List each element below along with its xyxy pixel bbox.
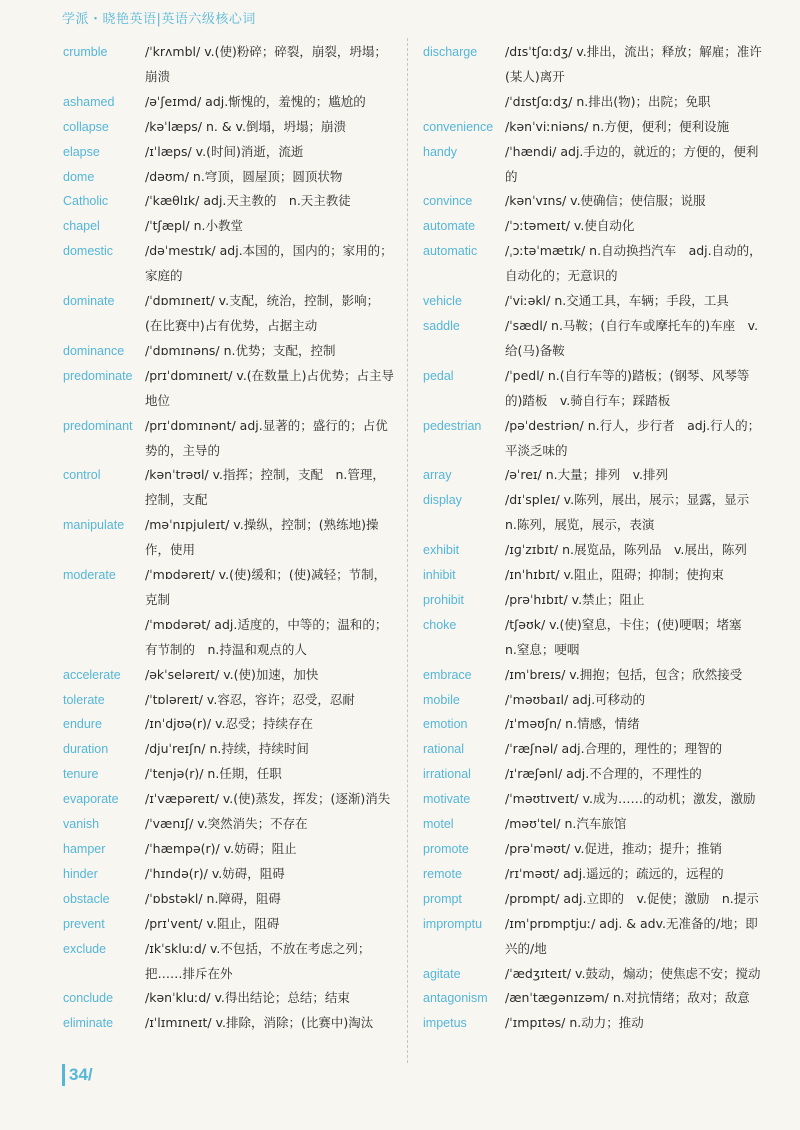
definition: /ɪˈvæpəreɪt/ v.(使)蒸发，挥发；(逐渐)消失: [145, 791, 391, 807]
headword: dominance: [63, 343, 125, 358]
definition: /dɪsˈtʃɑːdʒ/ v.排出，流出；释放；解雇；准许(某人)离开: [505, 44, 762, 84]
definition: /tʃəʊk/ v.(使)窒息，卡住；(使)哽咽；堵塞 n.窒息；哽咽: [505, 616, 755, 657]
vocab-entry: [423, 364, 763, 414]
vocab-entry: [423, 887, 763, 912]
vocab-entry: [423, 613, 763, 663]
vocab-entry: [423, 962, 763, 987]
headword: crumble: [63, 45, 108, 59]
vocab-entry: [423, 289, 763, 314]
vocab-entry: [423, 90, 763, 115]
definition: /kəˈlæps/ n. & v.倒塌，坍塌；崩溃: [145, 118, 346, 134]
vocab-entry: [63, 613, 403, 663]
vocab-entry: [423, 140, 763, 190]
headword: tolerate: [63, 692, 105, 707]
definition: /prəˈməʊt/ v.促进，推动；提升；推销: [505, 841, 722, 856]
vocab-entry: [63, 364, 403, 414]
vocab-entry: [423, 488, 763, 538]
definition: /məˈnɪpjuleɪt/ v.操纵，控制；(熟练地)操作，使用: [145, 517, 379, 558]
definition: /kənˈkluːd/ v.得出结论；总结；结束: [145, 990, 350, 1006]
vocab-entry: [63, 90, 403, 115]
vocab-entry: [63, 214, 403, 239]
vocab-entry: [423, 239, 763, 289]
vocab-entry: [423, 712, 763, 737]
definition: /prəˈhɪbɪt/ v.禁止；阻止: [505, 591, 645, 607]
definition: /kənˈtrəʊl/ v.指挥；控制，支配 n.管理，控制，支配: [145, 467, 385, 508]
vocab-entry: [423, 414, 763, 464]
definition: /ˈhændi/ adj.手边的，就近的；方便的，便利的: [505, 143, 759, 184]
vocab-entry: [63, 937, 403, 987]
definition: /ɪmˈprɒmptjuː/ adj. & adv.无准备的/地；即兴的/地: [505, 915, 758, 956]
vocab-entry: [63, 239, 403, 289]
vocab-entry: [423, 1011, 763, 1036]
definition: /ˈviːəkl/ n.交通工具，车辆；手段，工具: [505, 293, 729, 309]
vocab-entry: [63, 40, 403, 90]
headword: promote: [423, 842, 469, 856]
headword: exhibit: [423, 543, 460, 558]
vocab-entry: [423, 189, 763, 214]
definition: /ˈsædl/ n.马鞍；(自行车或摩托车的)车座 v.给(马)备鞍: [505, 317, 759, 358]
headword: discharge: [423, 45, 478, 59]
headword: Catholic: [63, 194, 109, 209]
headword: convenience: [423, 119, 494, 134]
right-column: [423, 40, 763, 1036]
definition: /ˈræʃnəl/ adj.合理的，理性的；理智的: [505, 741, 723, 757]
headword: tenure: [63, 767, 99, 782]
definition: /ˈædʒɪteɪt/ v.鼓动，煽动；使焦虑不安；搅动: [505, 965, 761, 981]
vocab-entry: [423, 115, 763, 140]
page-header: 学派・晓艳英语|英语六级核心词: [62, 12, 256, 27]
vocab-entry: [63, 165, 403, 190]
headword: choke: [423, 617, 457, 632]
vocab-entry: [63, 663, 403, 688]
headword: control: [63, 468, 101, 483]
definition: /ˈmɒdərət/ adj.适度的，中等的；温和的；有节制的 n.持温和观点的人: [145, 616, 388, 657]
headword: handy: [423, 144, 458, 159]
definition: /ɪˈlɪmɪneɪt/ v.排除，消除；(比赛中)淘汰: [145, 1015, 374, 1031]
headword: saddle: [423, 318, 460, 333]
headword: mobile: [423, 692, 460, 707]
headword: automatic: [423, 244, 478, 259]
headword: endure: [63, 717, 102, 732]
headword: display: [423, 493, 462, 508]
definition: /ɪnˈhɪbɪt/ v.阻止，阻碍；抑制；使拘束: [505, 567, 724, 583]
definition: /prɒmpt/ adj.立即的 v.促使；激励 n.提示: [505, 890, 759, 906]
vocab-entry: [423, 912, 763, 962]
vocab-entry: [63, 1011, 403, 1036]
headword: collapse: [63, 119, 109, 134]
vocab-entry: [63, 463, 403, 513]
definition: /ˈɒbstəkl/ n.障碍，阻碍: [145, 890, 281, 906]
definition: /ˈvænɪʃ/ v.突然消失；不存在: [145, 816, 308, 832]
vocab-entry: [423, 837, 763, 862]
vocab-entry: [63, 688, 403, 713]
definition: /məʊˈtel/ n.汽车旅馆: [505, 816, 627, 832]
definition: /kənˈviːniəns/ n.方便，便利；便利设施: [505, 118, 730, 134]
headword: automate: [423, 219, 476, 234]
headword: prohibit: [423, 592, 464, 607]
definition: /ɪkˈskluːd/ v.不包括，不放在考虑之列；把……排斥在外: [145, 940, 371, 981]
headword: exclude: [63, 941, 107, 956]
definition: /ɪˈməʊʃn/ n.情感，情绪: [505, 716, 640, 732]
vocab-entry: [63, 289, 403, 339]
headword: motivate: [423, 792, 471, 807]
definition: /ˈhæmpə(r)/ v.妨碍；阻止: [145, 841, 297, 856]
headword: impromptu: [423, 916, 483, 931]
vocab-entry: [63, 887, 403, 912]
headword: vehicle: [423, 294, 462, 309]
vocab-entry: [63, 414, 403, 464]
page-number: 34/: [62, 1064, 93, 1086]
vocab-entry: [63, 862, 403, 887]
headword: impetus: [423, 1016, 467, 1031]
definition: /dɪˈspleɪ/ v.陈列，展出，展示；显露，显示 n.陈列，展览，展示，表演: [505, 492, 762, 533]
headword: prevent: [63, 916, 105, 931]
definition: /əˈʃeɪmd/ adj.惭愧的，羞愧的；尴尬的: [145, 93, 366, 109]
definition: /prɪˈdɒmɪneɪt/ v.(在数量上)占优势；占主导地位: [145, 367, 395, 408]
vocab-entry: [423, 812, 763, 837]
headword: irrational: [423, 767, 471, 782]
vocab-entry: [63, 762, 403, 787]
definition: /ˈhɪndə(r)/ v.妨碍，阻碍: [145, 865, 285, 881]
definition: /dəʊm/ n.穹顶，圆屋顶；圆顶状物: [145, 168, 343, 184]
vocab-entry: [423, 737, 763, 762]
definition: /əkˈseləreɪt/ v.(使)加速，加快: [145, 666, 319, 682]
headword: elapse: [63, 144, 100, 159]
definition: /ˈməʊtɪveɪt/ v.成为……的动机；激发，激励: [505, 791, 756, 807]
vocab-entry: [423, 563, 763, 588]
definition: /ˈməʊbaɪl/ adj.可移动的: [505, 691, 646, 707]
headword: agitate: [423, 966, 461, 981]
headword: duration: [63, 742, 109, 757]
headword: conclude: [63, 991, 114, 1006]
headword: inhibit: [423, 568, 456, 583]
definition: /ˈtenjə(r)/ n.任期，任职: [145, 766, 282, 782]
definition: /əˈreɪ/ n.大量；排列 v.排列: [505, 467, 669, 483]
vocab-entry: [423, 787, 763, 812]
headword: vanish: [63, 817, 100, 832]
headword: eliminate: [63, 1016, 114, 1031]
definition: /ɪˈlæps/ v.(时间)消逝，流逝: [145, 143, 304, 159]
headword: hinder: [63, 866, 98, 881]
headword: ashamed: [63, 94, 115, 109]
definition: /ˈpedl/ n.(自行车等的)踏板；(钢琴、风琴等的)踏板 v.骑自行车；踩踏板: [505, 367, 750, 408]
headword: domestic: [63, 244, 114, 259]
headword: dome: [63, 169, 95, 184]
vocab-entry: [423, 538, 763, 563]
headword: emotion: [423, 717, 468, 732]
definition: /ˈkrʌmbl/ v.(使)粉碎；碎裂，崩裂，坍塌；崩溃: [145, 44, 387, 84]
vocab-entry: [423, 688, 763, 713]
definition: /ˈtʃæpl/ n.小教堂: [145, 218, 244, 234]
headword: chapel: [63, 219, 100, 234]
vocab-entry: [63, 737, 403, 762]
vocab-entry: [63, 339, 403, 364]
definition: /ˈdɒmɪnəns/ n.优势；支配，控制: [145, 342, 336, 358]
definition: /prɪˈdɒmɪnənt/ adj.显著的；盛行的；占优势的，主导的: [145, 417, 388, 458]
headword: evaporate: [63, 792, 119, 807]
definition: /ˈɪmpɪtəs/ n.动力；推动: [505, 1015, 644, 1031]
vocab-entry: [63, 140, 403, 165]
definition: /ˈmɒdəreɪt/ v.(使)缓和；(使)减轻；节制，克制: [145, 567, 387, 607]
left-column: [63, 40, 403, 1036]
definition: /kənˈvɪns/ v.使确信；使信服；说服: [505, 193, 706, 209]
headword: dominate: [63, 294, 115, 309]
vocab-entry: [423, 40, 763, 90]
headword: remote: [423, 866, 462, 881]
headword: pedestrian: [423, 418, 482, 433]
definition: /ˈtɒləreɪt/ v.容忍，容许；忍受，忍耐: [145, 691, 355, 707]
headword: obstacle: [63, 891, 110, 906]
vocab-entry: [423, 463, 763, 488]
vocab-entry: [423, 663, 763, 688]
vocab-entry: [423, 762, 763, 787]
definition: /prɪˈvent/ v.阻止，阻碍: [145, 915, 280, 931]
vocab-entry: [63, 563, 403, 613]
headword: motel: [423, 817, 454, 832]
definition: /ænˈtæɡənɪzəm/ n.对抗情绪；敌对；敌意: [505, 990, 750, 1006]
definition: /ɪɡˈzɪbɪt/ n.展览品，陈列品 v.展出，陈列: [505, 542, 747, 558]
column-divider: [407, 38, 408, 1063]
vocab-entry: [423, 588, 763, 613]
vocab-entry: [63, 115, 403, 140]
vocab-entry: [63, 712, 403, 737]
vocab-entry: [423, 986, 763, 1011]
headword: predominate: [63, 368, 133, 383]
vocab-entry: [423, 862, 763, 887]
definition: /pəˈdestriən/ n.行人，步行者 adj.行人的；平淡乏味的: [505, 417, 761, 458]
headword: prompt: [423, 891, 462, 906]
definition: /rɪˈməʊt/ adj.遥远的；疏远的，远程的: [505, 865, 724, 881]
headword: convince: [423, 194, 473, 209]
definition: /ˈɔːtəmeɪt/ v.使自动化: [505, 218, 635, 234]
headword: antagonism: [423, 991, 488, 1006]
headword: manipulate: [63, 518, 125, 533]
definition: /ɪnˈdjʊə(r)/ v.忍受；持续存在: [145, 716, 314, 732]
vocab-entry: [63, 912, 403, 937]
headword: predominant: [63, 418, 133, 433]
headword: array: [423, 468, 452, 483]
definition: /ˈdɪstʃɑːdʒ/ n.排出(物)；出院；免职: [505, 93, 711, 109]
vocab-entry: [423, 314, 763, 364]
definition: /ˈdɒmɪneɪt/ v.支配，统治，控制，影响；(在比赛中)占有优势，占据主动: [145, 293, 380, 333]
vocab-entry: [423, 214, 763, 239]
headword: embrace: [423, 667, 472, 682]
vocab-entry: [63, 787, 403, 812]
vocab-entry: [63, 513, 403, 563]
definition: /dəˈmestɪk/ adj.本国的，国内的；家用的；家庭的: [145, 243, 393, 284]
vocab-entry: [63, 812, 403, 837]
vocab-entry: [63, 986, 403, 1011]
vocab-entry: [63, 189, 403, 214]
definition: /ˈkæθlɪk/ adj.天主教的 n.天主教徒: [145, 193, 351, 209]
vocab-entry: [63, 837, 403, 862]
definition: /ɪmˈbreɪs/ v.拥抱；包括，包含；欣然接受: [505, 666, 743, 682]
definition: /ɪˈræʃənl/ adj.不合理的，不理性的: [505, 766, 702, 782]
headword: hamper: [63, 842, 106, 856]
headword: rational: [423, 742, 464, 757]
definition: /ˌɔːtəˈmætɪk/ n.自动换挡汽车 adj.自动的，自动化的；无意识的: [505, 243, 762, 284]
headword: accelerate: [63, 667, 121, 682]
headword: moderate: [63, 568, 116, 583]
headword: pedal: [423, 368, 454, 383]
definition: /djuˈreɪʃn/ n.持续，持续时间: [145, 741, 309, 757]
